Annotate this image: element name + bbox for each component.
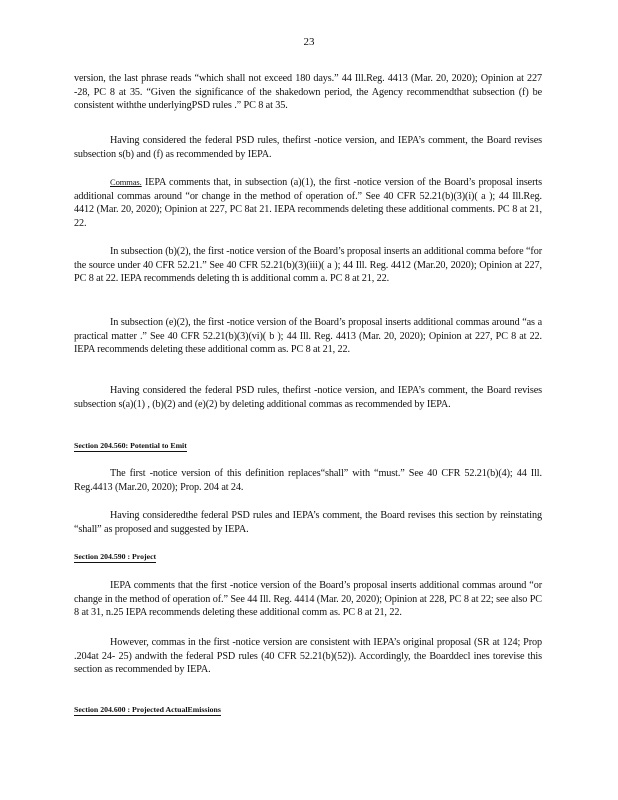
paragraph: version, the last phrase reads “which shall not exceed 180 days.” 44 Ill.Reg. 4413 (Mar. 20, 2020); Opinion at 227 -28, PC 8 at 35. “Given the significance of the shakedown period, the Agency recommendthat subsection (f) be consistent withthe underlyingPSD rules .” PC 8 at 35. <box>74 73 542 112</box>
page-number: 23 <box>303 36 315 48</box>
paragraph: IEPA comments that the first -notice version of the Board’s proposal inserts additional commas around “or change in the method of operation of.” See 44 Ill. Reg. 4414 (Mar. 20, 2020); Opinion at 228, PC 8 at 22; see also PC 8 at 31, n.25 IEPA recommends deleting these additional comm as. PC 8 at 21, 22. <box>74 580 542 619</box>
paragraph: Having consideredthe federal PSD rules and IEPA’s comment, the Board revises this section by reinstating “shall” as proposed and suggested by IEPA. <box>74 510 542 535</box>
paragraph: Having considered the federal PSD rules, thefirst -notice version, and IEPA’s comment, the Board revises subsection s(a)(1) , (b)(2) and (e)(2) by deleting additional commas as recommended by IEPA. <box>74 385 542 410</box>
inline-heading-commas: Commas. <box>110 177 142 187</box>
paragraph: In subsection (e)(2), the first -notice version of the Board’s proposal inserts additional commas around “as a practical matter .” See 40 CFR 52.21(b)(3)(vi)( b ); 44 Ill. Reg. 4413 (Mar. 20, 2020); Opinion at 227, PC 8 at 22. IEPA recommends deleting these additional comm as. PC 8 at 21, 22. <box>74 317 542 356</box>
paragraph-text: IEPA comments that, in subsection (a)(1), the first -notice version of the Board’s proposal inserts additional commas around “or change in the method of operation of.” See 40 CFR 52.21(b)(3)(i)( a ); 44 Ill.Reg. 4412 (Mar. 20, 2020); Opinion at 227, PC 8at 21. IEPA recommends deleting these additional comments. PC 8 at 21, 22. <box>74 177 542 229</box>
paragraph-commas <box>74 176 542 230</box>
section-heading: Section 204.590 : Project <box>74 552 157 561</box>
paragraph: The first -notice version of this definition replaces“shall” with “must.” See 40 CFR 52.21(b)(4); 44 Ill. Reg.4413 (Mar.20, 2020); Prop. 204 at 24. <box>74 468 542 493</box>
section-heading: Section 204.560: Potential to Emit <box>74 441 187 450</box>
paragraph: Having considered the federal PSD rules, thefirst -notice version, and IEPA’s comment, the Board revises subsection s(b) and (f) as recommended by IEPA. <box>74 135 542 160</box>
section-heading: Section 204.600 : Projected ActualEmissions <box>74 705 221 714</box>
paragraph: However, commas in the first -notice version are consistent with IEPA’s original proposal (SR at 124; Prop .204at 24- 25) andwith the federal PSD rules (40 CFR 52.21(b)(52)). Accordingly, the Boarddecl ines torevise this section as recommended by IEPA. <box>74 637 542 676</box>
paragraph: In subsection (b)(2), the first -notice version of the Board’s proposal inserts an additional comma before “for the source under 40 CFR 52.21.” See 40 CFR 52.21(b)(3)(iii)( a ); 44 Ill. Reg. 4412 (Mar.20, 2020); Opinion at 227, PC 8 at 22. IEPA recommends deleting th is additional comm a. PC 8 at 21, 22. <box>74 246 542 285</box>
